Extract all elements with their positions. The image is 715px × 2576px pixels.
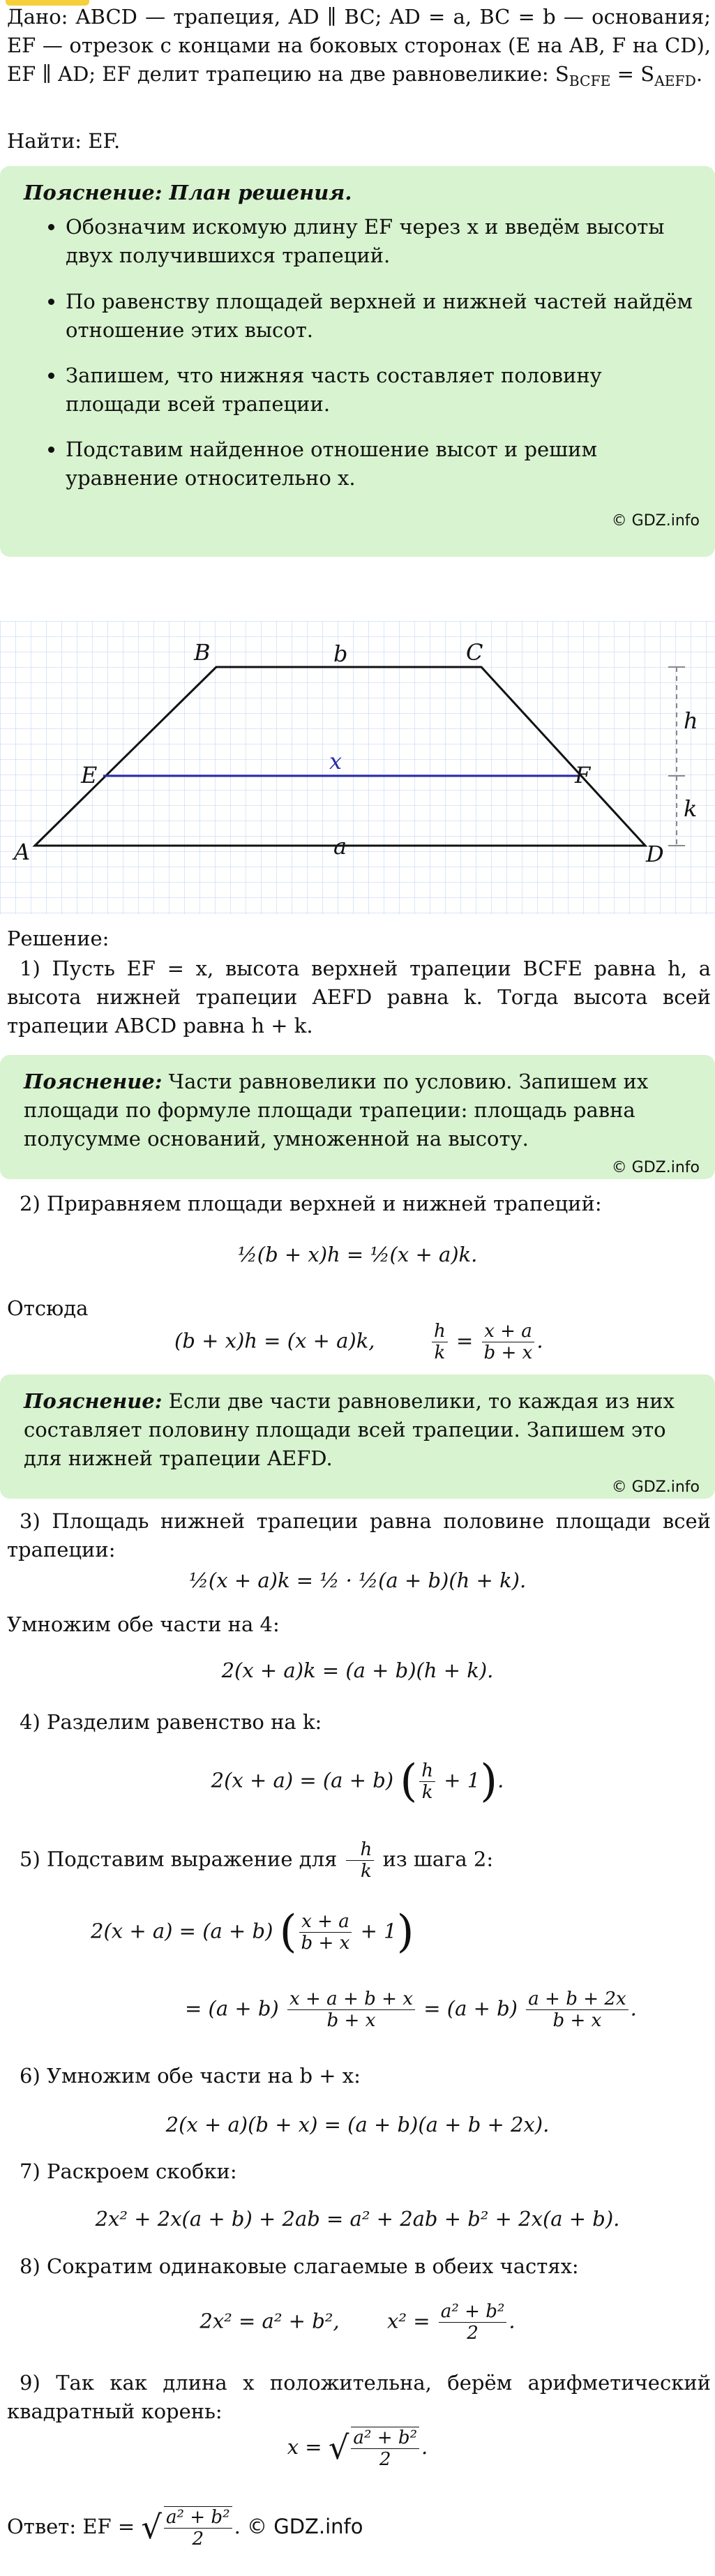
multiply-4-text: Умножим обе части на 4: bbox=[7, 1612, 280, 1636]
step-1: 1) Пусть EF = x, высота верхней трапеции BCFE равна h, а высота нижней трапеции AEFD равна k. Тогда высота всей трапеции ABCD равна h + k. bbox=[7, 957, 711, 1038]
label-d-point: D bbox=[646, 841, 664, 867]
formula-6-line-1: 2(x + a) = (a + b) ( $\frac{x + a}{b + x}$ + 1) bbox=[91, 1906, 414, 1958]
fraction-h-k-2: $\frac{h}{k}$ bbox=[419, 1760, 435, 1803]
answer-credit: © GDZ.info bbox=[247, 2514, 363, 2538]
find-text: Найти: EF. bbox=[7, 129, 121, 153]
step-7: 7) Раскроем скобки: bbox=[20, 2159, 237, 2183]
label-a-point: A bbox=[14, 839, 31, 865]
answer: Ответ: EF = √ $\frac{\text{a² + b²}}{2}$ . © GDZ.info bbox=[7, 2506, 363, 2549]
label-a-base: a bbox=[333, 833, 347, 860]
note-1-text: Части равновелики по условию. Запишем их площади по формуле площади трапеции: площадь равна полусумме оснований, умноженной на высоту. bbox=[24, 1070, 649, 1151]
fraction-h-k: $\frac{h}{k}$ bbox=[432, 1321, 448, 1363]
plan-item: • По равенству площадей верхней и нижней частей найдём отношение этих высот. bbox=[66, 287, 700, 345]
note-2-text: Если две части равновелики, то каждая из них составляет половину площади всей трапеции. Запишем это для нижней трапеции AEFD. bbox=[24, 1389, 675, 1471]
fraction-xa-bx-2: $\frac{x + a}{b + x}$ bbox=[299, 1911, 352, 1954]
step-6: 6) Умножим обе части на b + x: bbox=[20, 2064, 361, 2088]
formula-2: (b + x)h = (x + a)k, $\frac{h}{k}$ = $\frac{x + a}{b + x}$ . bbox=[174, 1321, 543, 1363]
given-text: Дано: ABCD — трапеция, AD ∥ BC; AD = a, BC = b — основания; EF — отрезок с концами на боковых сторонах (E на AB, F на CD), EF ∥ AD; EF делит трапецию на две равновеликие: $S_{BCFE} = S_{AEFD}$. bbox=[7, 5, 711, 90]
note-2-credit: © GDZ.info bbox=[611, 1478, 700, 1496]
fraction-sum: $\frac{x + a + b + x}{b + x}$ bbox=[287, 1989, 415, 2031]
label-x-segment: x bbox=[329, 748, 343, 774]
solution-label: Решение: bbox=[7, 927, 110, 950]
formula-8: 2x² + 2x(a + b) + 2ab = a² + 2ab + b² + 2x(a + b). bbox=[95, 2207, 620, 2231]
note-2-label: Пояснение: bbox=[24, 1389, 163, 1413]
note-1-label: Пояснение: bbox=[24, 1070, 163, 1093]
plan-item: • Подставим найденное отношение высот и решим уравнение относительно x. bbox=[66, 435, 700, 493]
step-9: 9) Так как длина x положительна, берём арифметический квадратный корень: bbox=[7, 2371, 711, 2424]
step-8: 8) Сократим одинаковые слагаемые в обеих частях: bbox=[20, 2254, 579, 2278]
formula-4: 2(x + a)k = (a + b)(h + k). bbox=[221, 1658, 494, 1682]
step-2: 2) Приравняем площади верхней и нижней трапеций: bbox=[20, 1192, 602, 1215]
fraction-h-k-3: $\frac{h}{k}$ bbox=[346, 1839, 375, 1882]
formula-1: ½(b + x)h = ½(x + a)k. bbox=[237, 1243, 478, 1266]
formula-5: 2(x + a) = (a + b) ( $\frac{h}{k}$ + 1). bbox=[211, 1755, 504, 1807]
plan-list bbox=[24, 213, 700, 493]
step-5: 5) Подставим выражение для $\frac{h}{k}$ из шага 2: bbox=[20, 1839, 494, 1882]
formula-6-line-2: = (a + b) $\frac{x + a + b + x}{b + x}$ = (a + b) $\frac{a + b + 2x}{b + x}$ . bbox=[185, 1989, 637, 2031]
answer-fraction: $\frac{\text{a² + b²}}{2}$ bbox=[164, 2506, 232, 2549]
note-2 bbox=[0, 1375, 715, 1499]
label-b-point: B bbox=[194, 639, 211, 666]
label-e-point: E bbox=[81, 762, 98, 788]
fraction-xa-bx: $\frac{x + a}{b + x}$ bbox=[482, 1321, 535, 1363]
formula-2-a: (b + x)h = (x + a)k, bbox=[174, 1328, 375, 1353]
plan-title: Пояснение: План решения. bbox=[24, 181, 352, 204]
step-3: 3) Площадь нижней трапеции равна половине площади всей трапеции: bbox=[7, 1509, 711, 1562]
sqrt-fraction: $\frac{\text{a² + b²}}{2}$ bbox=[351, 2427, 419, 2470]
label-b-base: b bbox=[333, 641, 348, 667]
fraction-simplified: $\frac{a + b + 2x}{b + x}$ bbox=[526, 1989, 628, 2031]
plan-item: • Обозначим искомую длину EF через x и введём высоты двух получившихся трапеций. bbox=[66, 213, 700, 270]
fraction-a2b2-2: $\frac{\text{a² + b²}}{2}$ bbox=[439, 2301, 507, 2344]
formula-9: 2x² = a² + b², x² = $\frac{\text{a² + b²}}{2}$ . bbox=[200, 2301, 515, 2344]
label-h-height: h bbox=[684, 707, 698, 734]
note-1-credit: © GDZ.info bbox=[611, 1158, 700, 1176]
grid-background bbox=[0, 621, 715, 914]
formula-3: ½(x + a)k = ½ · ½(a + b)(h + k). bbox=[188, 1568, 527, 1592]
formula-10: x = √ $\frac{\text{a² + b²}}{2}$ . bbox=[287, 2427, 428, 2470]
hence-text: Отсюда bbox=[7, 1296, 89, 1320]
plan-note bbox=[0, 166, 715, 557]
label-f-point: F bbox=[575, 762, 591, 788]
note-1 bbox=[0, 1055, 715, 1179]
plan-credit: © GDZ.info bbox=[611, 511, 700, 530]
label-c-point: C bbox=[466, 639, 483, 666]
plan-item: • Запишем, что нижняя часть составляет половину площади всей трапеции. bbox=[66, 361, 700, 419]
step-4: 4) Разделим равенство на k: bbox=[20, 1710, 322, 1734]
formula-7: 2(x + a)(b + x) = (a + b)(a + b + 2x). bbox=[165, 2113, 550, 2136]
label-k-height: k bbox=[684, 795, 698, 822]
trapezoid-diagram bbox=[0, 621, 715, 914]
